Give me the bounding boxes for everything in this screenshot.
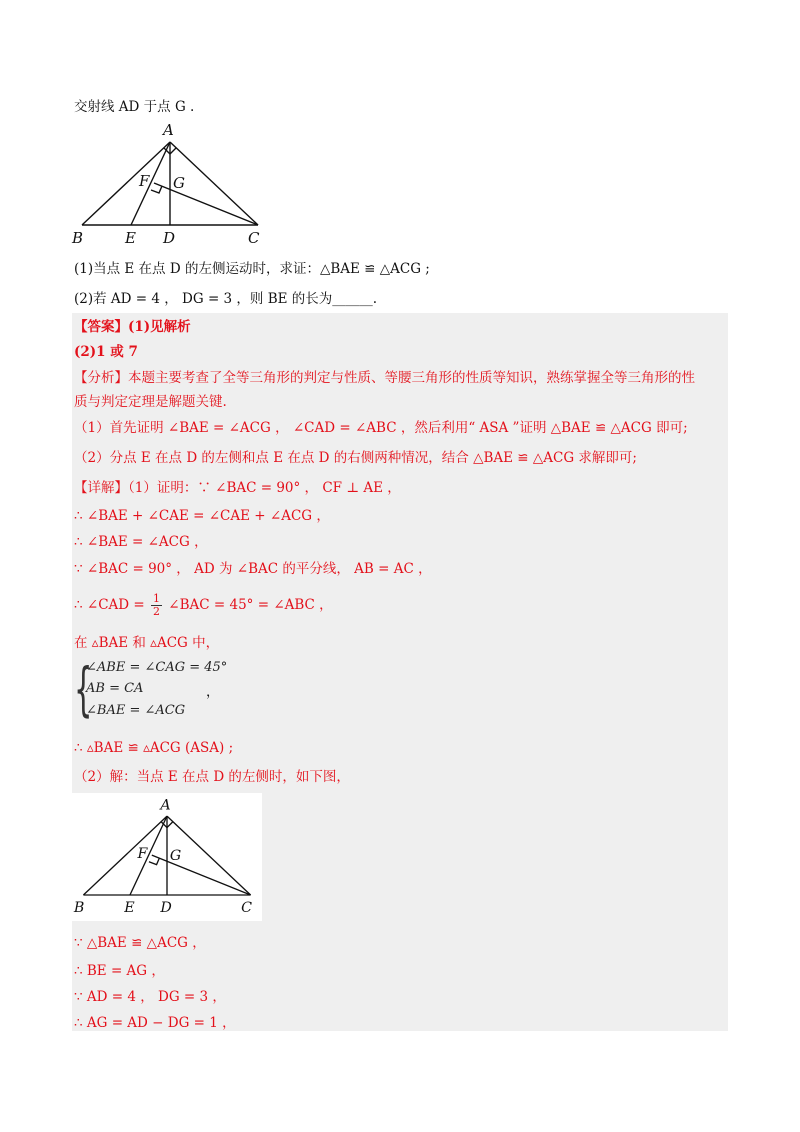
answer-line-2: (2)1 或 7 — [74, 344, 138, 360]
label-g-2: G — [169, 847, 182, 864]
label-e-2: E — [124, 900, 135, 917]
fraction-half — [151, 593, 162, 618]
label-a-2: A — [160, 797, 171, 814]
detail-line-11: ∵ AD = 4 ， DG = 3 ， — [74, 989, 226, 1005]
analysis-line-4: （2）分点 E 在点 D 的左侧和点 E 在点 D 的右侧两种情况，结合 △BAE ≌ △ACG 求解即可; — [74, 450, 637, 466]
label-b-2: B — [73, 900, 85, 917]
label-c-2: C — [241, 900, 253, 917]
detail-line-8: （2）解：当点 E 在点 D 的左侧时，如下图， — [74, 769, 350, 785]
detail-line-4: ∵ ∠BAC = 90° ， AD 为 ∠BAC 的平分线， AB = AC ， — [74, 561, 432, 577]
detail-line-5-end: ∠BAC = 45° = ∠ABC ， — [168, 597, 333, 613]
label-e: E — [125, 229, 136, 247]
detail-line-6: 在 ▵BAE 和 ▵ACG 中， — [74, 635, 220, 651]
intro-text: 交射线 AD 于点 G . — [74, 99, 195, 115]
detail-line-10: ∴ BE = AG ， — [74, 963, 165, 979]
label-a: A — [163, 121, 174, 139]
question-2: (2)若 AD = 4 ， DG = 3 ，则 BE 的长为______. — [74, 291, 378, 307]
question-1: (1)当点 E 在点 D 的左侧运动时，求证：△BAE ≌ △ACG ; — [74, 261, 430, 277]
detail-line-7: ∴ ▵BAE ≌ ▵ACG (ASA) ; — [74, 740, 234, 756]
label-d-2: D — [160, 900, 172, 917]
detail-line-9: ∵ △BAE ≌ △ACG ， — [74, 935, 206, 951]
system-row-3: ∠BAE = ∠ACG — [86, 703, 186, 718]
label-d: D — [163, 229, 176, 247]
triangle-figure-1 — [70, 120, 270, 250]
detail-line-1: 【详解】（1）证明：∵ ∠BAC = 90° ， CF ⊥ AE ， — [74, 480, 401, 496]
analysis-line-2: 质与判定定理是解题关键. — [74, 394, 227, 410]
detail-line-3: ∴ ∠BAE = ∠ACG ， — [74, 534, 208, 550]
system-row-2: AB = CA — [86, 681, 144, 696]
label-b: B — [72, 229, 84, 247]
label-f: F — [139, 172, 150, 190]
fraction-denominator: 2 — [153, 605, 160, 618]
triangle-figure-2 — [72, 793, 262, 921]
detail-line-2: ∴ ∠BAE + ∠CAE = ∠CAE + ∠ACG ， — [74, 508, 330, 524]
analysis-line-1: 【分析】本题主要考查了全等三角形的判定与性质、等腰三角形的性质等知识，熟练掌握全等三角形的性 — [74, 370, 695, 386]
label-g: G — [173, 174, 185, 192]
label-c: C — [248, 229, 260, 247]
system-row-1: ∠ABE = ∠CAG = 45° — [86, 660, 228, 675]
answer-line-1: 【答案】(1)见解析 — [74, 319, 191, 335]
analysis-line-3: （1）首先证明 ∠BAE = ∠ACG ， ∠CAD = ∠ABC ，然后利用“ ASA ”证明 △BAE ≌ △ACG 即可; — [74, 420, 688, 436]
fraction-numerator: 1 — [153, 592, 160, 605]
detail-line-5 — [74, 593, 333, 618]
label-f-2: F — [137, 845, 148, 862]
left-brace: { — [74, 655, 93, 723]
detail-line-12: ∴ AG = AD − DG = 1 ， — [74, 1015, 236, 1031]
system-comma: ， — [206, 684, 220, 700]
detail-line-5-start: ∴ ∠CAD = — [74, 597, 145, 613]
